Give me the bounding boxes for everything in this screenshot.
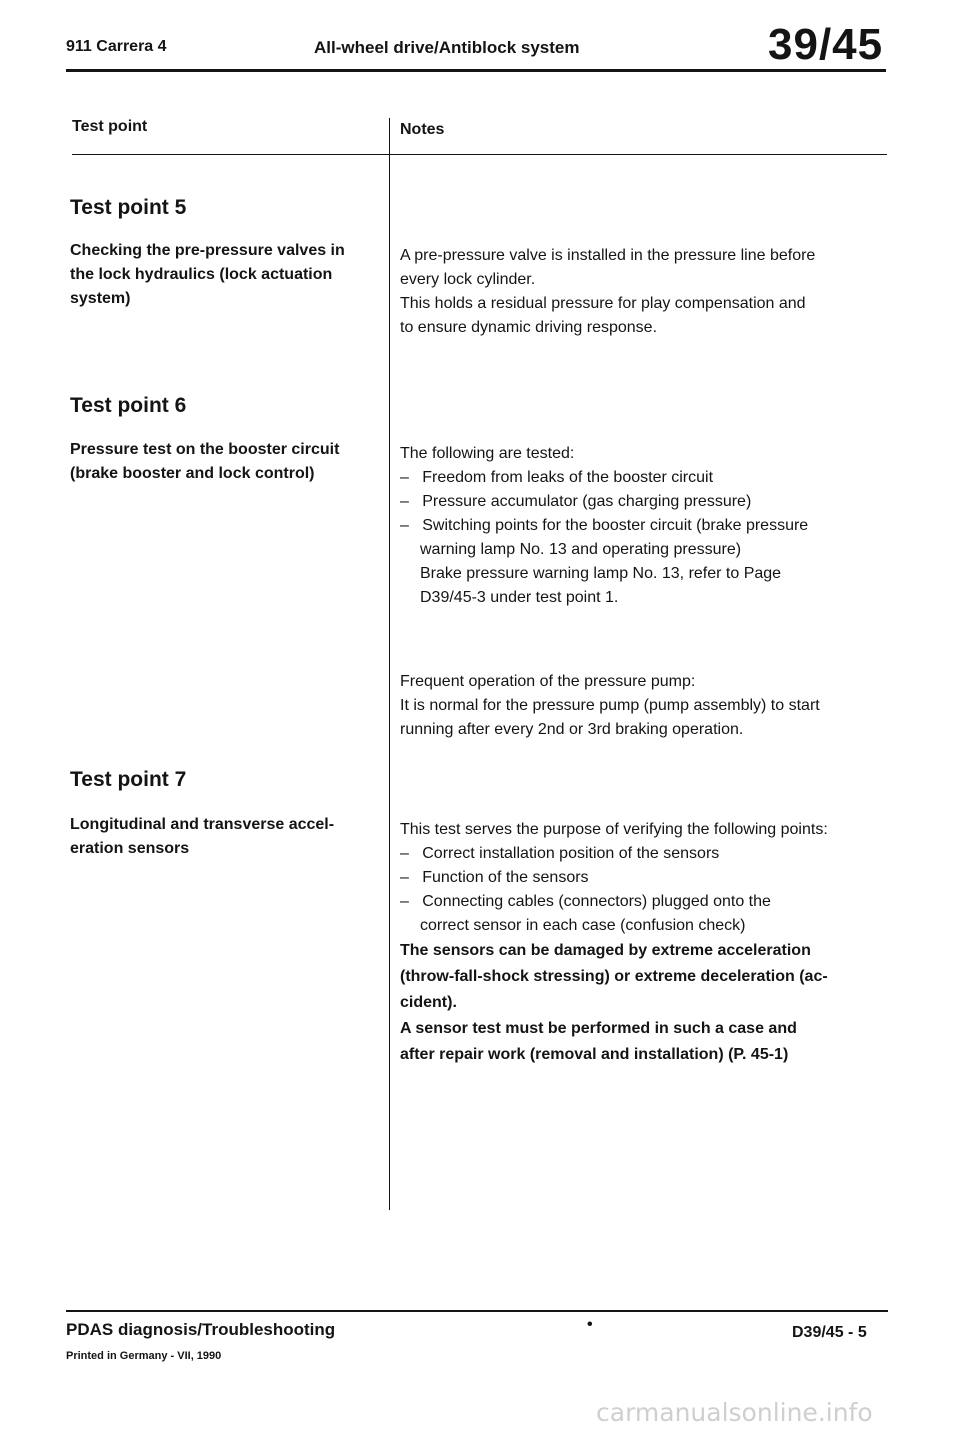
bullet-continuation: warning lamp No. 13 and operating pressure) [420, 541, 742, 558]
test-point-6-title: Test point 6 [70, 394, 187, 417]
footer-page-number: D39/45 - 5 [792, 1324, 867, 1341]
header-page-group: 39/45 [768, 20, 884, 69]
watermark: carmanualsonline.info [596, 1398, 873, 1427]
note-line: The following are tested: [400, 445, 575, 462]
bullet-item: – Freedom from leaks of the booster circuit [400, 469, 714, 486]
test-point-5-label-line: system) [70, 290, 131, 307]
note-line: running after every 2nd or 3rd braking operation. [400, 721, 744, 738]
note-line: every lock cylinder. [400, 271, 536, 288]
header-rule [66, 69, 886, 72]
test-point-7-title: Test point 7 [70, 768, 187, 791]
test-point-7-notes [400, 818, 890, 1068]
test-point-5-label [70, 239, 380, 311]
bullet-item: – Function of the sensors [400, 869, 589, 886]
bullet-continuation: correct sensor in each case (confusion check) [420, 917, 746, 934]
footer-bullet-mark: • [587, 1316, 593, 1333]
footer-title: PDAS diagnosis/Troubleshooting [66, 1320, 336, 1339]
test-point-6-label [70, 438, 380, 486]
test-point-5-title: Test point 5 [70, 196, 187, 219]
note-line: This test serves the purpose of verifying the following points: [400, 821, 828, 838]
warning-line: cident). [400, 994, 457, 1011]
header-section-title: All-wheel drive/Antiblock system [314, 38, 580, 57]
test-point-5-label-line: Checking the pre-pressure valves in [70, 242, 345, 259]
warning-line: The sensors can be damaged by extreme acceleration [400, 942, 811, 959]
column-heading-test-point: Test point [72, 118, 148, 135]
test-point-5-label-line: the lock hydraulics (lock actuation [70, 266, 333, 283]
test-point-6-label-line: Pressure test on the booster circuit [70, 441, 340, 458]
test-point-6-label-line: (brake booster and lock control) [70, 465, 315, 482]
column-heading-rule [72, 154, 887, 155]
column-heading-notes: Notes [400, 121, 445, 138]
test-point-6-notes [400, 442, 890, 610]
bullet-item: – Connecting cables (connectors) plugged onto the [400, 893, 771, 910]
note-line: This holds a residual pressure for play compensation and [400, 295, 806, 312]
column-divider [389, 118, 390, 1210]
bullet-item: – Switching points for the booster circuit (brake pressure [400, 517, 809, 534]
bullet-continuation: D39/45-3 under test point 1. [420, 589, 619, 606]
test-point-7-label-line: Longitudinal and transverse accel- [70, 816, 335, 833]
warning-line: A sensor test must be performed in such a case and [400, 1020, 797, 1037]
footer-printed-note: Printed in Germany - VII, 1990 [66, 1350, 222, 1362]
bullet-continuation: Brake pressure warning lamp No. 13, refer to Page [420, 565, 782, 582]
note-line: to ensure dynamic driving response. [400, 319, 658, 336]
note-line: Frequent operation of the pressure pump: [400, 673, 696, 690]
footer-rule [66, 1310, 888, 1312]
bullet-item: – Correct installation position of the sensors [400, 845, 720, 862]
test-point-6-extra-notes [400, 670, 890, 742]
bullet-item: – Pressure accumulator (gas charging pressure) [400, 493, 752, 510]
test-point-7-label [70, 813, 380, 861]
warning-line: after repair work (removal and installation) (P. 45-1) [400, 1046, 789, 1063]
warning-line: (throw-fall-shock stressing) or extreme deceleration (ac- [400, 968, 828, 985]
note-line: It is normal for the pressure pump (pump assembly) to start [400, 697, 820, 714]
header-model: 911 Carrera 4 [66, 38, 167, 55]
note-line: A pre-pressure valve is installed in the pressure line before [400, 247, 816, 264]
test-point-7-label-line: eration sensors [70, 840, 190, 857]
test-point-5-notes [400, 244, 890, 340]
